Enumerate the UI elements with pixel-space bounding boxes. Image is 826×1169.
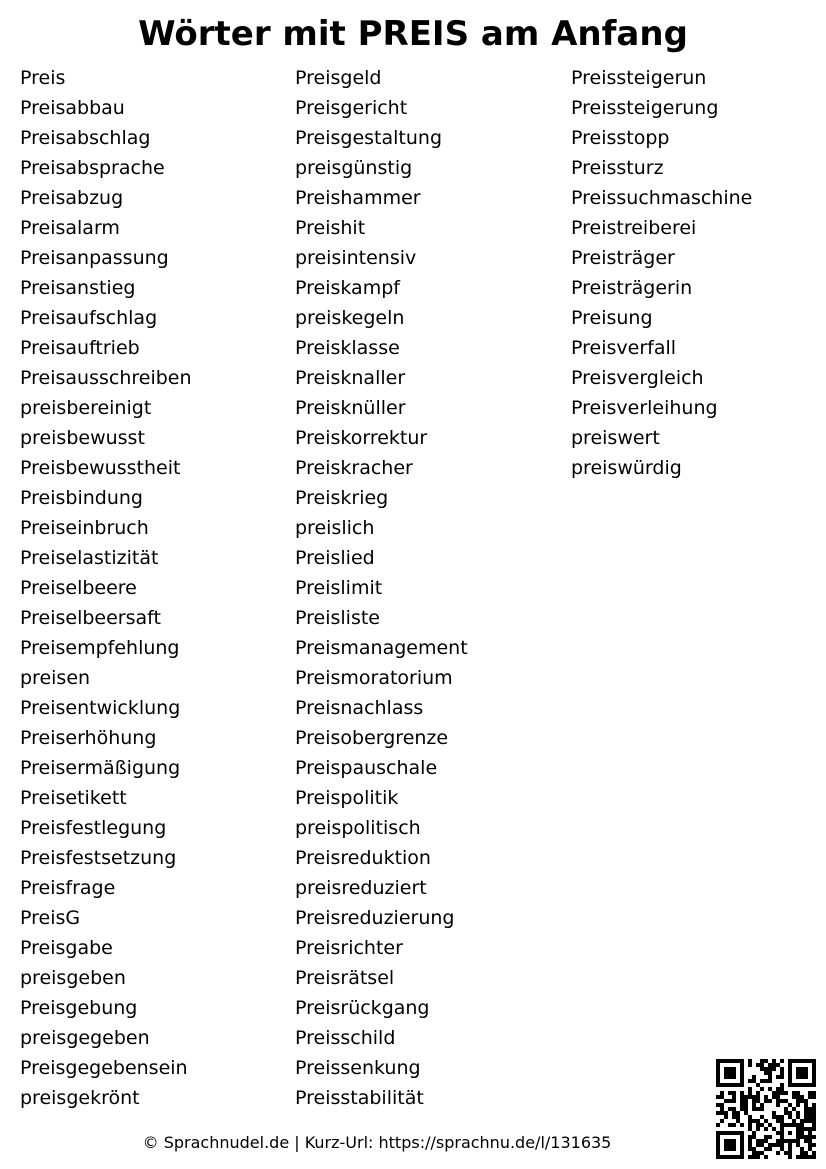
word-item: Preisreduzierung	[295, 907, 455, 929]
word-item: Preisanpassung	[20, 247, 169, 269]
word-item: Preisfestlegung	[20, 817, 167, 839]
word-item: preisintensiv	[295, 247, 417, 269]
word-item: Preisgebung	[20, 997, 138, 1019]
word-item: Preis	[20, 67, 66, 89]
word-item: Preismoratorium	[295, 667, 453, 689]
word-item: Preisliste	[295, 607, 380, 629]
word-item: preiswürdig	[571, 457, 682, 479]
word-column-3	[571, 63, 752, 483]
word-item: Preisgegebensein	[20, 1057, 188, 1079]
word-item: Preisauftrieb	[20, 337, 140, 359]
page-title: Wörter mit PREIS am Anfang	[138, 14, 688, 54]
word-item: Preisverleihung	[571, 397, 718, 419]
word-item: Preisung	[571, 307, 653, 329]
word-item: Preisermäßigung	[20, 757, 181, 779]
word-item: Preistreiberei	[571, 217, 697, 239]
word-item: Preisschild	[295, 1027, 396, 1049]
word-item: Preissturz	[571, 157, 664, 179]
word-item: Preisträgerin	[571, 277, 693, 299]
word-item: preiskegeln	[295, 307, 405, 329]
word-item: Preisgeld	[295, 67, 382, 89]
word-item: Preispolitik	[295, 787, 399, 809]
word-item: preisgünstig	[295, 157, 413, 179]
word-item: Preisträger	[571, 247, 675, 269]
word-item: Preisabschlag	[20, 127, 151, 149]
word-item: Preisrätsel	[295, 967, 395, 989]
word-item: Preisrichter	[295, 937, 403, 959]
qr-code-icon	[716, 1059, 816, 1159]
word-item: preisbewusst	[20, 427, 145, 449]
word-item: Preismanagement	[295, 637, 468, 659]
word-item: Preisfestsetzung	[20, 847, 177, 869]
word-item: Preisknaller	[295, 367, 406, 389]
word-item: Preisgabe	[20, 937, 113, 959]
word-item: Preisknüller	[295, 397, 406, 419]
word-item: Preisgestaltung	[295, 127, 442, 149]
word-item: Preissteigerun	[571, 67, 707, 89]
word-item: Preiskracher	[295, 457, 413, 479]
word-item: preisreduziert	[295, 877, 427, 899]
word-item: Preisaufschlag	[20, 307, 158, 329]
word-item: Preiseinbruch	[20, 517, 149, 539]
word-item: Preisabbau	[20, 97, 125, 119]
word-item: Preiserhöhung	[20, 727, 157, 749]
word-item: Preiselbeersaft	[20, 607, 161, 629]
word-item: Preisgericht	[295, 97, 408, 119]
word-item: Preissenkung	[295, 1057, 421, 1079]
word-item: Preisreduktion	[295, 847, 431, 869]
word-item: Preishammer	[295, 187, 421, 209]
word-item: preiswert	[571, 427, 660, 449]
word-item: Preisstabilität	[295, 1087, 424, 1109]
word-item: preisen	[20, 667, 91, 689]
word-item: Preisabsprache	[20, 157, 165, 179]
word-item: Preisbewusstheit	[20, 457, 181, 479]
word-item: Preisvergleich	[571, 367, 704, 389]
word-item: Preissteigerung	[571, 97, 719, 119]
word-column-2	[295, 63, 468, 1113]
word-item: preisgeben	[20, 967, 126, 989]
word-item: Preiskampf	[295, 277, 400, 299]
word-item: Preispauschale	[295, 757, 438, 779]
word-item: Preisstopp	[571, 127, 670, 149]
word-item: Preiselastizität	[20, 547, 159, 569]
word-column-1	[20, 63, 192, 1113]
footer-credit: © Sprachnudel.de | Kurz-Url: https://sprachnu.de/l/131635	[142, 1133, 612, 1152]
word-item: preispolitisch	[295, 817, 421, 839]
word-item: Preisanstieg	[20, 277, 136, 299]
word-item: Preisfrage	[20, 877, 116, 899]
word-item: preislich	[295, 517, 375, 539]
word-item: Preisverfall	[571, 337, 677, 359]
word-item: Preisentwicklung	[20, 697, 181, 719]
word-item: Preisetikett	[20, 787, 127, 809]
word-item: Preisklasse	[295, 337, 400, 359]
word-item: Preisobergrenze	[295, 727, 449, 749]
word-item: PreisG	[20, 907, 81, 929]
word-item: Preislimit	[295, 577, 383, 599]
word-item: Preishit	[295, 217, 366, 239]
word-item: Preisempfehlung	[20, 637, 180, 659]
word-item: Preisrückgang	[295, 997, 430, 1019]
word-item: Preiskorrektur	[295, 427, 428, 449]
word-item: Preisalarm	[20, 217, 120, 239]
word-item: Preiskrieg	[295, 487, 389, 509]
word-item: Preissuchmaschine	[571, 187, 753, 209]
word-item: preisgekrönt	[20, 1087, 140, 1109]
word-item: Preisnachlass	[295, 697, 424, 719]
word-item: Preisabzug	[20, 187, 124, 209]
word-item: Preisausschreiben	[20, 367, 192, 389]
word-item: Preisbindung	[20, 487, 143, 509]
word-item: Preislied	[295, 547, 375, 569]
word-item: Preiselbeere	[20, 577, 137, 599]
word-item: preisbereinigt	[20, 397, 152, 419]
word-item: preisgegeben	[20, 1027, 150, 1049]
